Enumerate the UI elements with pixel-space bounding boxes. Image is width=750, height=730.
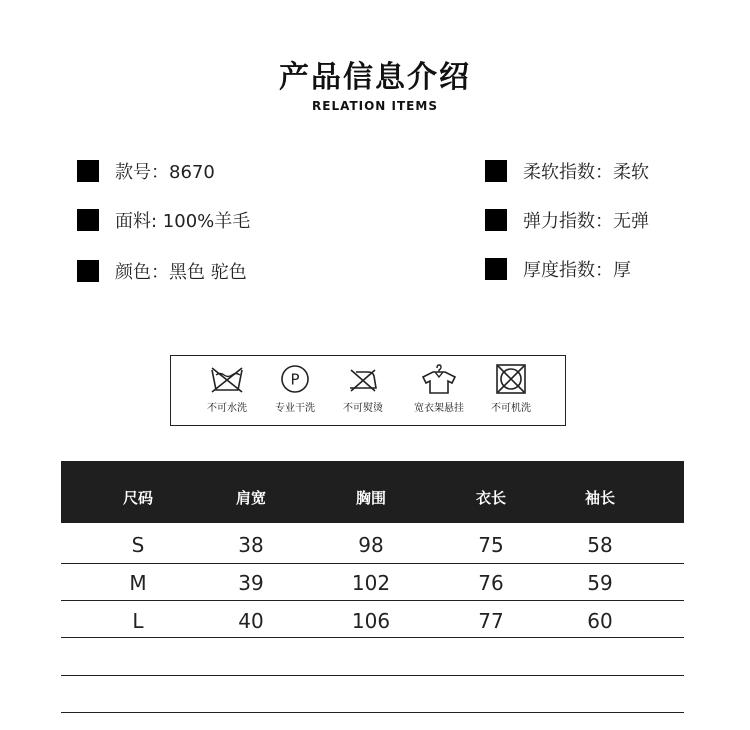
attr-color: [77, 259, 247, 283]
table-cell: 39: [238, 571, 264, 595]
care-label: 不可机洗: [491, 403, 531, 414]
attr-elasticity: [485, 208, 649, 232]
no-wash-icon: [210, 364, 244, 394]
table-cell: 106: [351, 609, 391, 633]
bullet-square: [485, 258, 507, 280]
no-iron-icon: [346, 364, 380, 394]
table-cell: 102: [351, 571, 391, 595]
bullet-square: [77, 260, 99, 282]
attr-label: 弹力指数：无弹: [523, 211, 649, 232]
table-cell: 60: [587, 609, 613, 633]
header-chest: 胸围: [355, 489, 386, 507]
bullet-square: [485, 160, 507, 182]
svg-text:P: P: [290, 370, 300, 389]
table-cell: M: [129, 571, 147, 595]
attr-label: 面料: 100%羊毛: [115, 211, 251, 232]
care-instructions-box: [170, 355, 566, 426]
table-cell: S: [131, 533, 145, 557]
table-cell: 59: [587, 571, 613, 595]
care-label: 不可水洗: [207, 403, 247, 414]
care-item-no-machine-wash: [471, 364, 551, 414]
table-cell: 75: [478, 533, 504, 557]
attr-label: 厚度指数：厚: [523, 260, 631, 281]
table-cell: 38: [238, 533, 264, 557]
table-cell: 40: [238, 609, 264, 633]
bullet-square: [485, 209, 507, 231]
row-divider: [61, 712, 684, 713]
table-row: [61, 525, 684, 563]
page-title: 产品信息介绍: [279, 60, 471, 95]
no-machine-wash-icon: [494, 364, 528, 394]
header-sleeve: 袖长: [584, 489, 615, 507]
header-size: 尺码: [122, 489, 153, 507]
attr-softness: [485, 159, 649, 183]
attr-thickness: [485, 257, 631, 281]
attr-fabric: [77, 208, 250, 232]
table-cell: 98: [358, 533, 384, 557]
care-label: 不可熨烫: [343, 403, 383, 414]
attr-label: 款号：8670: [115, 162, 215, 183]
attr-style-number: [77, 159, 215, 183]
table-cell: L: [132, 609, 144, 633]
bullet-square: [77, 209, 99, 231]
header-length: 衣长: [475, 489, 506, 507]
attr-label: 颜色：黑色 驼色: [115, 262, 247, 283]
care-item-no-iron: [323, 364, 403, 414]
care-item-hang-dry: [399, 364, 479, 414]
table-cell: 76: [478, 571, 504, 595]
care-label: 专业干洗: [275, 403, 315, 414]
header-shoulder: 肩宽: [235, 489, 266, 507]
bullet-square: [77, 160, 99, 182]
row-divider: [61, 637, 684, 638]
row-divider: [61, 675, 684, 676]
table-cell: 58: [587, 533, 613, 557]
page-subtitle: RELATION ITEMS: [312, 99, 438, 113]
table-row: [61, 563, 684, 601]
care-label: 宽衣架悬挂: [414, 403, 464, 414]
size-table-header: [61, 461, 684, 523]
hang-dry-icon: [419, 364, 459, 394]
dry-clean-icon: [278, 364, 312, 394]
attr-label: 柔软指数：柔软: [523, 162, 649, 183]
table-row: [61, 601, 684, 639]
table-cell: 77: [478, 609, 504, 633]
